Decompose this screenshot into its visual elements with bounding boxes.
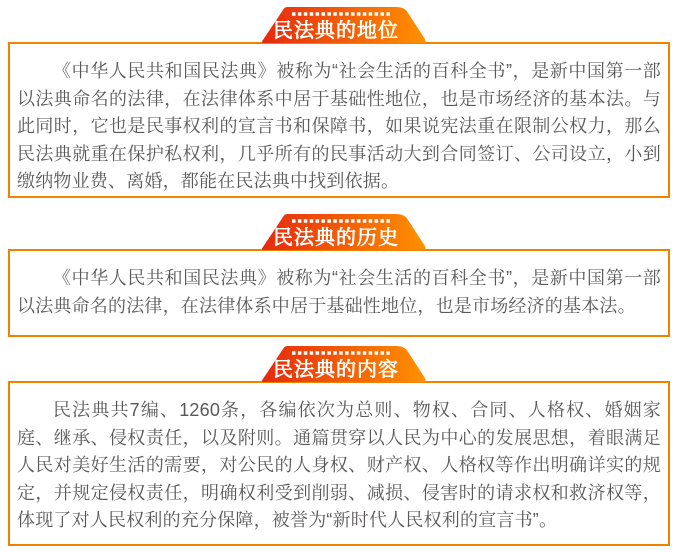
- section-history-box: [8, 249, 670, 337]
- section-history-ribbon: [262, 214, 432, 250]
- section-content-body: 民法典共7编、1260条，各编依次为总则、物权、合同、人格权、婚姻家庭、继承、侵权责任，以及附则。通篇贯穿以人民为中心的发展思想，着眼满足人民对美好生活的需要，对公民的人身权、财产权、人格权等作出明确详实的规定，并规定侵权责任，明确权利受到削弱、减损、侵害时的请求权和救济权等，体现了对人民权利的充分保障，被誉为“新时代人民权利的宣言书”。: [17, 400, 661, 531]
- section-status-ribbon: [262, 7, 432, 43]
- section-content-box: [8, 381, 670, 546]
- section-content-title: 民法典的内容: [273, 358, 399, 381]
- section-status-box: [8, 42, 670, 198]
- section-history-title: 民法典的历史: [273, 226, 399, 249]
- section-content-ribbon: [262, 346, 432, 382]
- section-history-body: 《中华人民共和国民法典》被称为“社会生活的百科全书”，是新中国第一部以法典命名的法律，在法律体系中居于基础性地位，也是市场经济的基本法。: [17, 268, 661, 316]
- section-status-title: 民法典的地位: [273, 19, 399, 42]
- section-status-body: 《中华人民共和国民法典》被称为“社会生活的百科全书”，是新中国第一部以法典命名的法律，在法律体系中居于基础性地位，也是市场经济的基本法。与此同时，它也是民事权利的宣言书和保障书，如果说宪法重在限制公权力，那么民法典就重在保护私权利，几乎所有的民事活动大到合同签订、公司设立，小到缴纳物业费、离婚，都能在民法典中找到依据。: [17, 61, 661, 192]
